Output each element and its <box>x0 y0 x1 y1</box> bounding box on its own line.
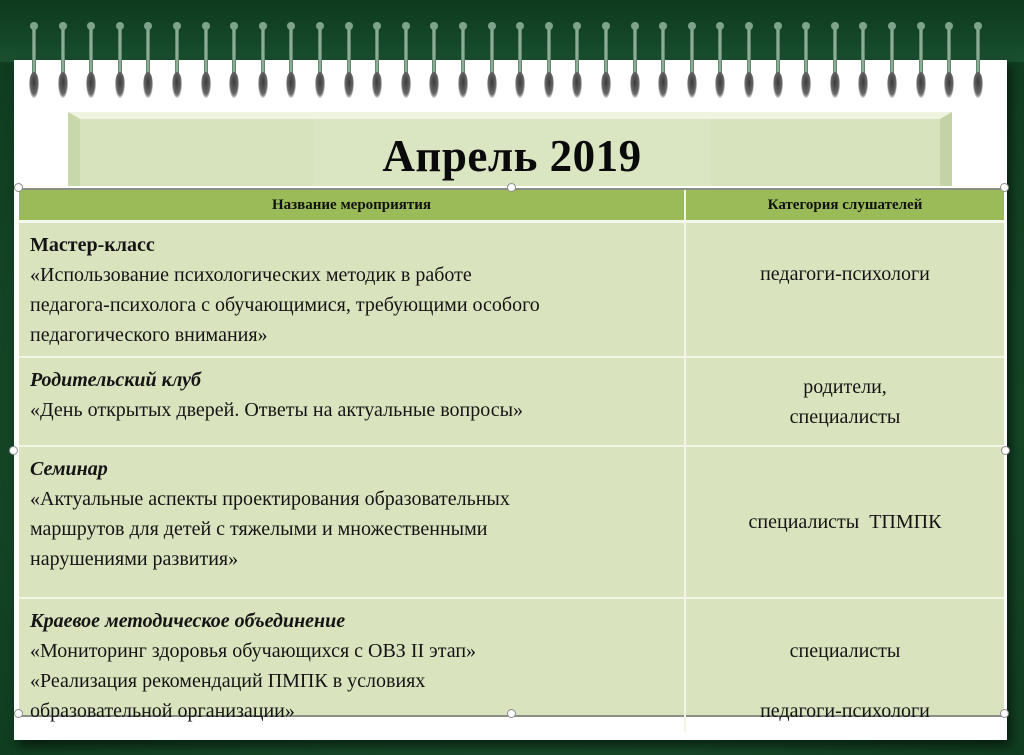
event-title-line: маршрутов для детей с тяжелыми и множественными <box>30 518 488 540</box>
spiral-ring-icon <box>886 22 898 98</box>
spiral-ring-icon <box>28 22 40 98</box>
event-title-line: педагога-психолога с обучающимися, требующими особого <box>30 294 540 316</box>
spiral-ring-icon <box>314 22 326 98</box>
spiral-ring-icon <box>657 22 669 98</box>
event-cell[interactable] <box>19 357 685 446</box>
spiral-ring-icon <box>829 22 841 98</box>
resize-handle-top-right[interactable] <box>1000 183 1009 192</box>
spiral-ring-icon <box>857 22 869 98</box>
audience-cell[interactable] <box>685 598 1004 732</box>
resize-handle-bottom-right[interactable] <box>1000 709 1009 718</box>
spiral-ring-icon <box>114 22 126 98</box>
spiral-ring-icon <box>486 22 498 98</box>
event-title-line: «День открытых дверей. Ответы на актуальные вопросы» <box>30 399 524 421</box>
spiral-ring-icon <box>686 22 698 98</box>
event-title-line: образовательной организации» <box>30 700 295 722</box>
spiral-ring-icon <box>915 22 927 98</box>
spiral-ring-icon <box>743 22 755 98</box>
resize-handle-bottom-middle[interactable] <box>507 709 516 718</box>
audience-text: родители, <box>803 375 887 398</box>
event-title-line: «Мониторинг здоровья обучающихся с ОВЗ II этап» <box>30 640 477 662</box>
spiral-ring-icon <box>343 22 355 98</box>
table-row <box>19 357 1004 446</box>
spiral-ring-icon <box>142 22 154 98</box>
spiral-ring-icon <box>629 22 641 98</box>
event-cell[interactable] <box>19 598 685 732</box>
table-row <box>19 222 1004 358</box>
event-type: Родительский клуб <box>30 369 202 391</box>
event-title-line: «Актуальные аспекты проектирования образовательных <box>30 488 510 510</box>
resize-handle-bottom-left[interactable] <box>14 709 23 718</box>
audience-text: педагоги-психологи <box>760 700 930 722</box>
spiral-ring-icon <box>400 22 412 98</box>
event-cell[interactable] <box>19 222 685 358</box>
spiral-ring-icon <box>714 22 726 98</box>
spiral-ring-icon <box>57 22 69 98</box>
spiral-ring-icon <box>943 22 955 98</box>
spiral-ring-icon <box>457 22 469 98</box>
spiral-ring-icon <box>371 22 383 98</box>
event-cell[interactable] <box>19 446 685 598</box>
spiral-ring-icon <box>85 22 97 98</box>
event-title-line: педагогического внимания» <box>30 324 268 346</box>
audience-cell[interactable] <box>685 222 1004 358</box>
spiral-ring-icon <box>514 22 526 98</box>
spiral-ring-icon <box>600 22 612 98</box>
event-type: Семинар <box>30 458 108 480</box>
spiral-binding <box>28 22 1008 102</box>
events-table <box>19 190 1004 732</box>
spiral-ring-icon <box>200 22 212 98</box>
table-header-row <box>19 190 1004 222</box>
column-header-audience: Категория слушателей <box>685 190 1004 222</box>
audience-spacer <box>686 666 1004 696</box>
spiral-ring-icon <box>772 22 784 98</box>
page-title: Апрель 2019 <box>382 131 642 181</box>
audience-text: специалисты ТПМПК <box>748 511 942 533</box>
spiral-ring-icon <box>972 22 984 98</box>
spiral-ring-icon <box>543 22 555 98</box>
event-type: Мастер-класс <box>30 234 155 256</box>
resize-handle-top-left[interactable] <box>14 183 23 192</box>
resize-handle-top-middle[interactable] <box>507 183 516 192</box>
event-title-line: «Использование психологических методик в работе <box>30 264 472 286</box>
audience-cell[interactable] <box>685 357 1004 446</box>
spiral-ring-icon <box>171 22 183 98</box>
table-row <box>19 446 1004 598</box>
column-header-event: Название мероприятия <box>19 190 685 222</box>
resize-handle-middle-left[interactable] <box>9 446 18 455</box>
spiral-ring-icon <box>257 22 269 98</box>
event-title-line: «Реализация рекомендаций ПМПК в условиях <box>30 670 426 692</box>
spiral-ring-icon <box>800 22 812 98</box>
resize-handle-middle-right[interactable] <box>1001 446 1010 455</box>
audience-text: специалисты <box>789 640 901 662</box>
event-title-line: нарушениями развития» <box>30 548 239 570</box>
spiral-ring-icon <box>428 22 440 98</box>
events-table-frame[interactable] <box>19 188 1004 722</box>
audience-cell[interactable] <box>685 446 1004 598</box>
spiral-ring-icon <box>285 22 297 98</box>
audience-text: педагоги-психологи <box>760 263 930 285</box>
audience-text: специалисты <box>789 405 901 428</box>
spiral-ring-icon <box>571 22 583 98</box>
spiral-ring-icon <box>228 22 240 98</box>
event-type: Краевое методическое объединение <box>30 610 346 632</box>
